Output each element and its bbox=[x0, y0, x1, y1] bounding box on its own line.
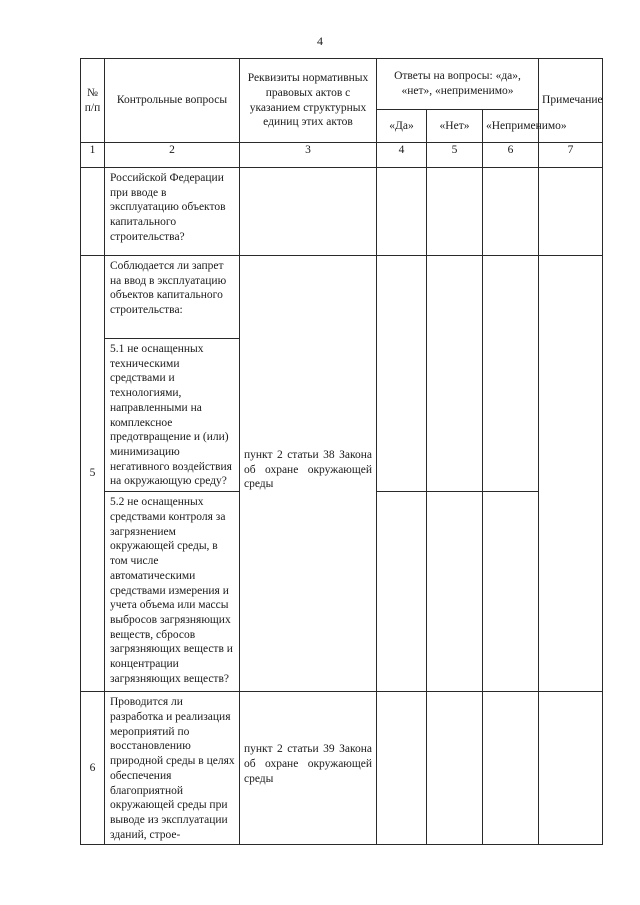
header-yes: «Да» bbox=[377, 110, 427, 143]
header-no: «Нет» bbox=[427, 110, 483, 143]
header-questions: Контрольные вопросы bbox=[105, 59, 240, 143]
column-number: 3 bbox=[240, 143, 377, 168]
answer-no-cell bbox=[427, 492, 483, 692]
answer-no-cell bbox=[427, 692, 483, 845]
requisites-cell: пункт 2 статьи 38 Закона об охране окружающей среды bbox=[240, 256, 377, 692]
answer-yes-cell bbox=[377, 168, 427, 256]
answer-na-cell bbox=[483, 492, 539, 692]
header-not-applicable: «Неприменимо» bbox=[483, 110, 539, 143]
requisites-cell: пункт 2 статьи 39 Закона об охране окружающей среды bbox=[240, 692, 377, 845]
page-number: 4 bbox=[317, 34, 323, 48]
checklist-table bbox=[80, 58, 603, 845]
requisites-cell bbox=[240, 168, 377, 256]
row-number: 5 bbox=[81, 256, 105, 692]
answer-yes-cell bbox=[377, 256, 427, 492]
column-number: 4 bbox=[377, 143, 427, 168]
column-number: 5 bbox=[427, 143, 483, 168]
answer-no-cell bbox=[427, 256, 483, 492]
note-cell bbox=[539, 692, 603, 845]
header-requisites: Реквизиты нормативных правовых актов с указанием структурных единиц этих актов bbox=[240, 59, 377, 143]
row-number: 6 bbox=[81, 692, 105, 845]
note-cell bbox=[539, 168, 603, 256]
subquestion-cell: 5.1 не оснащенных техническими средствами и технологиями, направленными на комплексное предотвращение и (или) минимизацию негативного воздействия на окружающую среду? bbox=[105, 339, 240, 492]
column-numbers-row bbox=[81, 143, 603, 168]
answer-na-cell bbox=[483, 256, 539, 492]
answer-yes-cell bbox=[377, 692, 427, 845]
column-number: 2 bbox=[105, 143, 240, 168]
row-number bbox=[81, 168, 105, 256]
answer-yes-cell bbox=[377, 492, 427, 692]
answer-no-cell bbox=[427, 168, 483, 256]
column-number: 7 bbox=[539, 143, 603, 168]
question-cell: Проводится ли разработка и реализация мероприятий по восстановлению природной среды в целях обеспечения благоприятной окружающей среды при выводе из эксплуатации зданий, строе- bbox=[105, 692, 240, 845]
table-row bbox=[81, 168, 603, 256]
subquestion-cell: 5.2 не оснащенных средствами контроля за загрязнением окружающей среды, в том числе автоматическими средствами измерения и учета объема или массы выбросов загрязняющих веществ, сбросов загрязняющих веществ и концентрации загрязняющих веществ? bbox=[105, 492, 240, 692]
answer-na-cell bbox=[483, 692, 539, 845]
question-cell: Российской Федерации при вводе в эксплуатацию объектов капитального строительства? bbox=[105, 168, 240, 256]
header-note: Примечание bbox=[539, 59, 603, 143]
column-number: 6 bbox=[483, 143, 539, 168]
note-cell bbox=[539, 256, 603, 692]
question-cell: Соблюдается ли запрет на ввод в эксплуатацию объектов капитального строительства: bbox=[105, 256, 240, 339]
column-number: 1 bbox=[81, 143, 105, 168]
answer-na-cell bbox=[483, 168, 539, 256]
header-answers: Ответы на вопросы: «да», «нет», «неприменимо» bbox=[377, 59, 539, 110]
table-row bbox=[81, 256, 603, 339]
table-row bbox=[81, 692, 603, 845]
header-number: № п/п bbox=[81, 59, 105, 143]
